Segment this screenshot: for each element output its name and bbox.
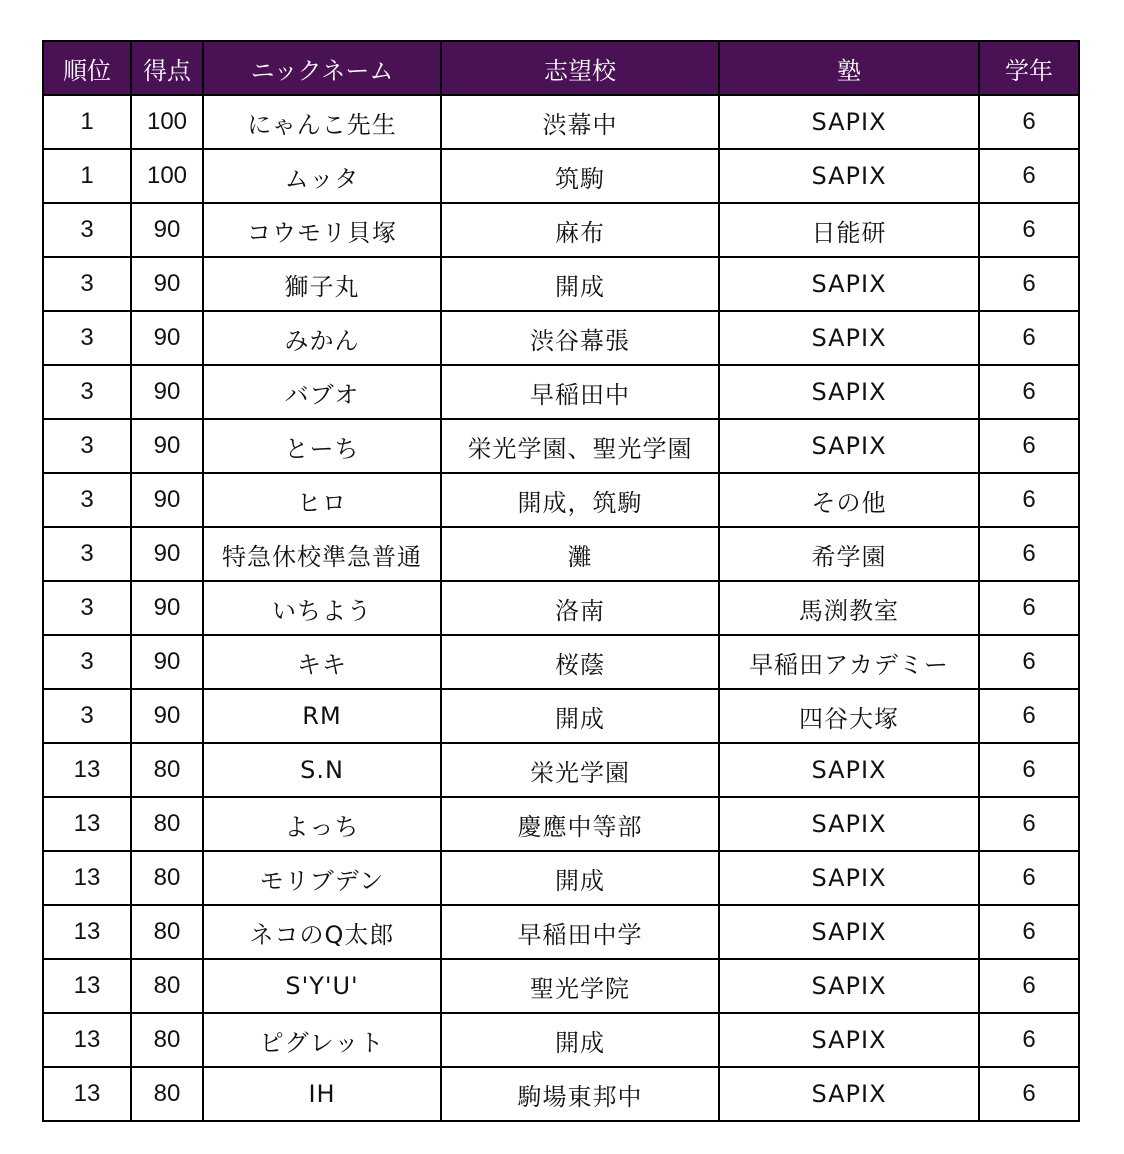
juku-cell: 日能研	[719, 203, 979, 257]
juku-cell: SAPIX	[719, 797, 979, 851]
table-row	[43, 311, 1079, 365]
table-body	[43, 95, 1079, 1121]
juku-cell: SAPIX	[719, 1067, 979, 1121]
table-row	[43, 743, 1079, 797]
school-cell: 筑駒	[441, 149, 719, 203]
rank-cell: 3	[43, 635, 131, 689]
rank-cell: 3	[43, 581, 131, 635]
juku-cell: 馬渕教室	[719, 581, 979, 635]
table-row	[43, 851, 1079, 905]
score-cell: 90	[131, 581, 203, 635]
score-cell: 80	[131, 959, 203, 1013]
score-cell: 100	[131, 95, 203, 149]
nickname-cell: S.N	[203, 743, 441, 797]
grade-cell: 6	[979, 581, 1079, 635]
table-row	[43, 257, 1079, 311]
juku-cell: SAPIX	[719, 1013, 979, 1067]
header-grade: 学年	[979, 41, 1079, 95]
nickname-cell: ムッタ	[203, 149, 441, 203]
score-cell: 90	[131, 527, 203, 581]
rank-cell: 1	[43, 95, 131, 149]
nickname-cell: みかん	[203, 311, 441, 365]
table-row	[43, 473, 1079, 527]
juku-cell: SAPIX	[719, 95, 979, 149]
score-cell: 90	[131, 419, 203, 473]
table-row	[43, 1067, 1079, 1121]
rank-cell: 3	[43, 257, 131, 311]
rank-cell: 3	[43, 419, 131, 473]
score-cell: 90	[131, 311, 203, 365]
grade-cell: 6	[979, 1013, 1079, 1067]
grade-cell: 6	[979, 959, 1079, 1013]
rank-cell: 13	[43, 959, 131, 1013]
grade-cell: 6	[979, 365, 1079, 419]
grade-cell: 6	[979, 149, 1079, 203]
rank-cell: 13	[43, 851, 131, 905]
rank-cell: 13	[43, 1067, 131, 1121]
grade-cell: 6	[979, 257, 1079, 311]
nickname-cell: にゃんこ先生	[203, 95, 441, 149]
header-juku: 塾	[719, 41, 979, 95]
ranking-table	[42, 40, 1080, 1122]
juku-cell: SAPIX	[719, 365, 979, 419]
table-row	[43, 797, 1079, 851]
school-cell: 渋幕中	[441, 95, 719, 149]
rank-cell: 13	[43, 743, 131, 797]
grade-cell: 6	[979, 473, 1079, 527]
school-cell: 灘	[441, 527, 719, 581]
score-cell: 90	[131, 473, 203, 527]
juku-cell: SAPIX	[719, 905, 979, 959]
rank-cell: 3	[43, 365, 131, 419]
nickname-cell: RM	[203, 689, 441, 743]
school-cell: 慶應中等部	[441, 797, 719, 851]
table-row	[43, 689, 1079, 743]
nickname-cell: コウモリ貝塚	[203, 203, 441, 257]
rank-cell: 3	[43, 473, 131, 527]
nickname-cell: いちよう	[203, 581, 441, 635]
score-cell: 100	[131, 149, 203, 203]
school-cell: 渋谷幕張	[441, 311, 719, 365]
score-cell: 80	[131, 905, 203, 959]
score-cell: 80	[131, 1067, 203, 1121]
score-cell: 80	[131, 1013, 203, 1067]
school-cell: 開成	[441, 257, 719, 311]
score-cell: 90	[131, 635, 203, 689]
grade-cell: 6	[979, 95, 1079, 149]
score-cell: 90	[131, 365, 203, 419]
nickname-cell: 特急休校準急普通	[203, 527, 441, 581]
header-school: 志望校	[441, 41, 719, 95]
grade-cell: 6	[979, 851, 1079, 905]
rank-cell: 3	[43, 203, 131, 257]
juku-cell: SAPIX	[719, 959, 979, 1013]
school-cell: 栄光学園、聖光学園	[441, 419, 719, 473]
grade-cell: 6	[979, 797, 1079, 851]
school-cell: 栄光学園	[441, 743, 719, 797]
school-cell: 開成	[441, 689, 719, 743]
juku-cell: SAPIX	[719, 311, 979, 365]
grade-cell: 6	[979, 905, 1079, 959]
score-cell: 80	[131, 851, 203, 905]
grade-cell: 6	[979, 635, 1079, 689]
school-cell: 聖光学院	[441, 959, 719, 1013]
school-cell: 桜蔭	[441, 635, 719, 689]
table-row	[43, 527, 1079, 581]
grade-cell: 6	[979, 311, 1079, 365]
rank-cell: 13	[43, 797, 131, 851]
school-cell: 開成，筑駒	[441, 473, 719, 527]
school-cell: 早稲田中学	[441, 905, 719, 959]
nickname-cell: S'Y'U'	[203, 959, 441, 1013]
grade-cell: 6	[979, 1067, 1079, 1121]
juku-cell: 早稲田アカデミー	[719, 635, 979, 689]
juku-cell: 四谷大塚	[719, 689, 979, 743]
header-score: 得点	[131, 41, 203, 95]
rank-cell: 3	[43, 311, 131, 365]
rank-cell: 1	[43, 149, 131, 203]
nickname-cell: ピグレット	[203, 1013, 441, 1067]
rank-cell: 3	[43, 689, 131, 743]
table-row	[43, 203, 1079, 257]
nickname-cell: ネコのQ太郎	[203, 905, 441, 959]
header-rank: 順位	[43, 41, 131, 95]
table-row	[43, 365, 1079, 419]
nickname-cell: モリブデン	[203, 851, 441, 905]
school-cell: 開成	[441, 1013, 719, 1067]
table-row	[43, 1013, 1079, 1067]
score-cell: 90	[131, 203, 203, 257]
nickname-cell: バブオ	[203, 365, 441, 419]
juku-cell: SAPIX	[719, 149, 979, 203]
table-row	[43, 905, 1079, 959]
grade-cell: 6	[979, 203, 1079, 257]
table-row	[43, 635, 1079, 689]
score-cell: 90	[131, 257, 203, 311]
nickname-cell: ヒロ	[203, 473, 441, 527]
grade-cell: 6	[979, 689, 1079, 743]
school-cell: 開成	[441, 851, 719, 905]
juku-cell: SAPIX	[719, 743, 979, 797]
juku-cell: SAPIX	[719, 851, 979, 905]
grade-cell: 6	[979, 743, 1079, 797]
table-row	[43, 95, 1079, 149]
school-cell: 駒場東邦中	[441, 1067, 719, 1121]
table-row	[43, 149, 1079, 203]
rank-cell: 13	[43, 905, 131, 959]
nickname-cell: キキ	[203, 635, 441, 689]
table-row	[43, 419, 1079, 473]
header-nickname: ニックネーム	[203, 41, 441, 95]
nickname-cell: よっち	[203, 797, 441, 851]
grade-cell: 6	[979, 419, 1079, 473]
score-cell: 90	[131, 689, 203, 743]
juku-cell: その他	[719, 473, 979, 527]
school-cell: 早稲田中	[441, 365, 719, 419]
header-row	[43, 41, 1079, 95]
juku-cell: SAPIX	[719, 257, 979, 311]
juku-cell: 希学園	[719, 527, 979, 581]
nickname-cell: 獅子丸	[203, 257, 441, 311]
school-cell: 麻布	[441, 203, 719, 257]
rank-cell: 13	[43, 1013, 131, 1067]
score-cell: 80	[131, 797, 203, 851]
table-row	[43, 581, 1079, 635]
school-cell: 洛南	[441, 581, 719, 635]
grade-cell: 6	[979, 527, 1079, 581]
juku-cell: SAPIX	[719, 419, 979, 473]
table-row	[43, 959, 1079, 1013]
score-cell: 80	[131, 743, 203, 797]
nickname-cell: とーち	[203, 419, 441, 473]
nickname-cell: IH	[203, 1067, 441, 1121]
rank-cell: 3	[43, 527, 131, 581]
